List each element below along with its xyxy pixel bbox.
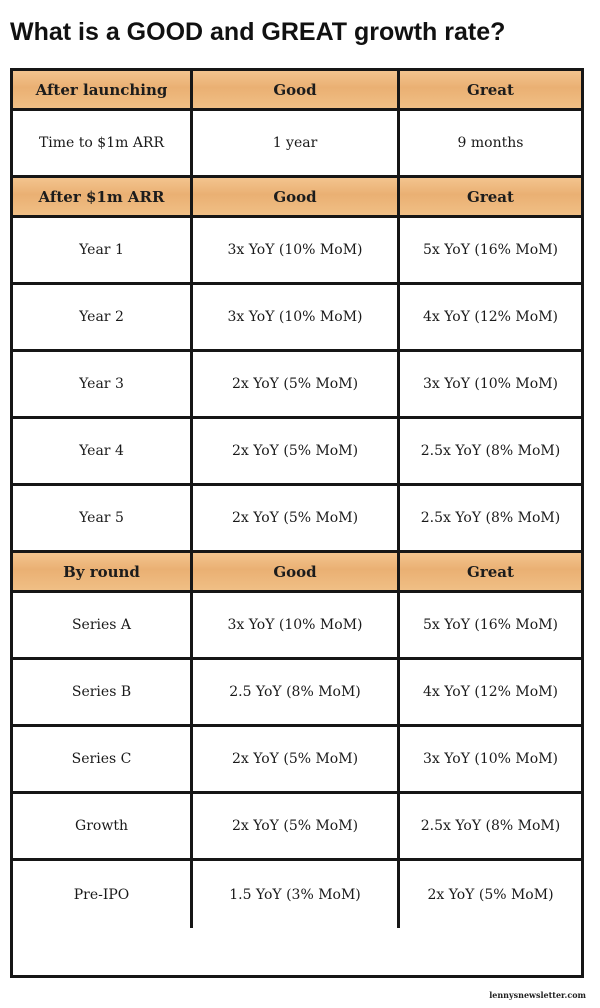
row-label: Pre-IPO [13, 861, 193, 928]
header-cell: Great [400, 553, 581, 590]
great-value: 4x YoY (12% MoM) [423, 684, 558, 700]
good-value: 3x YoY (10% MoM) [193, 218, 400, 282]
header-cell: Good [193, 178, 400, 215]
row-label: Year 3 [13, 352, 193, 416]
great-value: 5x YoY (16% MoM) [423, 242, 558, 258]
good-value: 2x YoY (5% MoM) [193, 352, 400, 416]
row-label: Year 2 [13, 285, 193, 349]
row-label: Series B [13, 660, 193, 724]
great-value: 9 months [457, 135, 524, 151]
good-value: 1 year [193, 111, 400, 175]
great-value: 2x YoY (5% MoM) [427, 886, 554, 903]
table-row [13, 486, 581, 553]
header-cell: After $1m ARR [13, 178, 193, 215]
table-row [13, 285, 581, 352]
row-label: Series A [13, 593, 193, 657]
good-value: 2x YoY (5% MoM) [193, 727, 400, 791]
table-row [13, 861, 581, 928]
source-credit: lennysnewsletter.com [489, 990, 586, 1000]
row-label: Growth [13, 794, 193, 858]
great-value: 3x YoY (10% MoM) [423, 376, 558, 392]
table-row [13, 660, 581, 727]
good-value: 2x YoY (5% MoM) [193, 419, 400, 483]
table-row [13, 593, 581, 660]
header-cell: Good [193, 553, 400, 590]
section-header-after-launching [13, 71, 581, 111]
good-value: 1.5 YoY (3% MoM) [193, 861, 400, 928]
table-row [13, 111, 581, 178]
row-label: Year 5 [13, 486, 193, 550]
good-value: 2.5 YoY (8% MoM) [193, 660, 400, 724]
good-value: 3x YoY (10% MoM) [193, 593, 400, 657]
header-cell: After launching [13, 71, 193, 108]
section-header-after-1m-arr [13, 178, 581, 218]
great-value: 4x YoY (12% MoM) [423, 309, 558, 325]
good-value: 3x YoY (10% MoM) [193, 285, 400, 349]
great-value: 2.5x YoY (8% MoM) [420, 443, 561, 459]
header-cell: Great [400, 178, 581, 215]
table-row [13, 794, 581, 861]
growth-rate-table [10, 68, 584, 978]
good-value: 2x YoY (5% MoM) [193, 794, 400, 858]
page-title: What is a GOOD and GREAT growth rate? [10, 18, 506, 46]
section-header-by-round [13, 553, 581, 593]
table-row [13, 727, 581, 794]
row-label: Year 4 [13, 419, 193, 483]
row-label: Time to $1m ARR [13, 111, 193, 175]
row-label: Year 1 [13, 218, 193, 282]
table-row [13, 218, 581, 285]
good-value: 2x YoY (5% MoM) [193, 486, 400, 550]
great-value: 5x YoY (16% MoM) [423, 617, 558, 633]
header-cell: By round [13, 553, 193, 590]
great-value: 2.5x YoY (8% MoM) [420, 818, 561, 834]
great-value: 3x YoY (10% MoM) [423, 751, 558, 767]
header-cell: Good [193, 71, 400, 108]
row-label: Series C [13, 727, 193, 791]
table-row [13, 352, 581, 419]
header-cell: Great [400, 71, 581, 108]
table-row [13, 419, 581, 486]
great-value: 2.5x YoY (8% MoM) [420, 510, 561, 526]
